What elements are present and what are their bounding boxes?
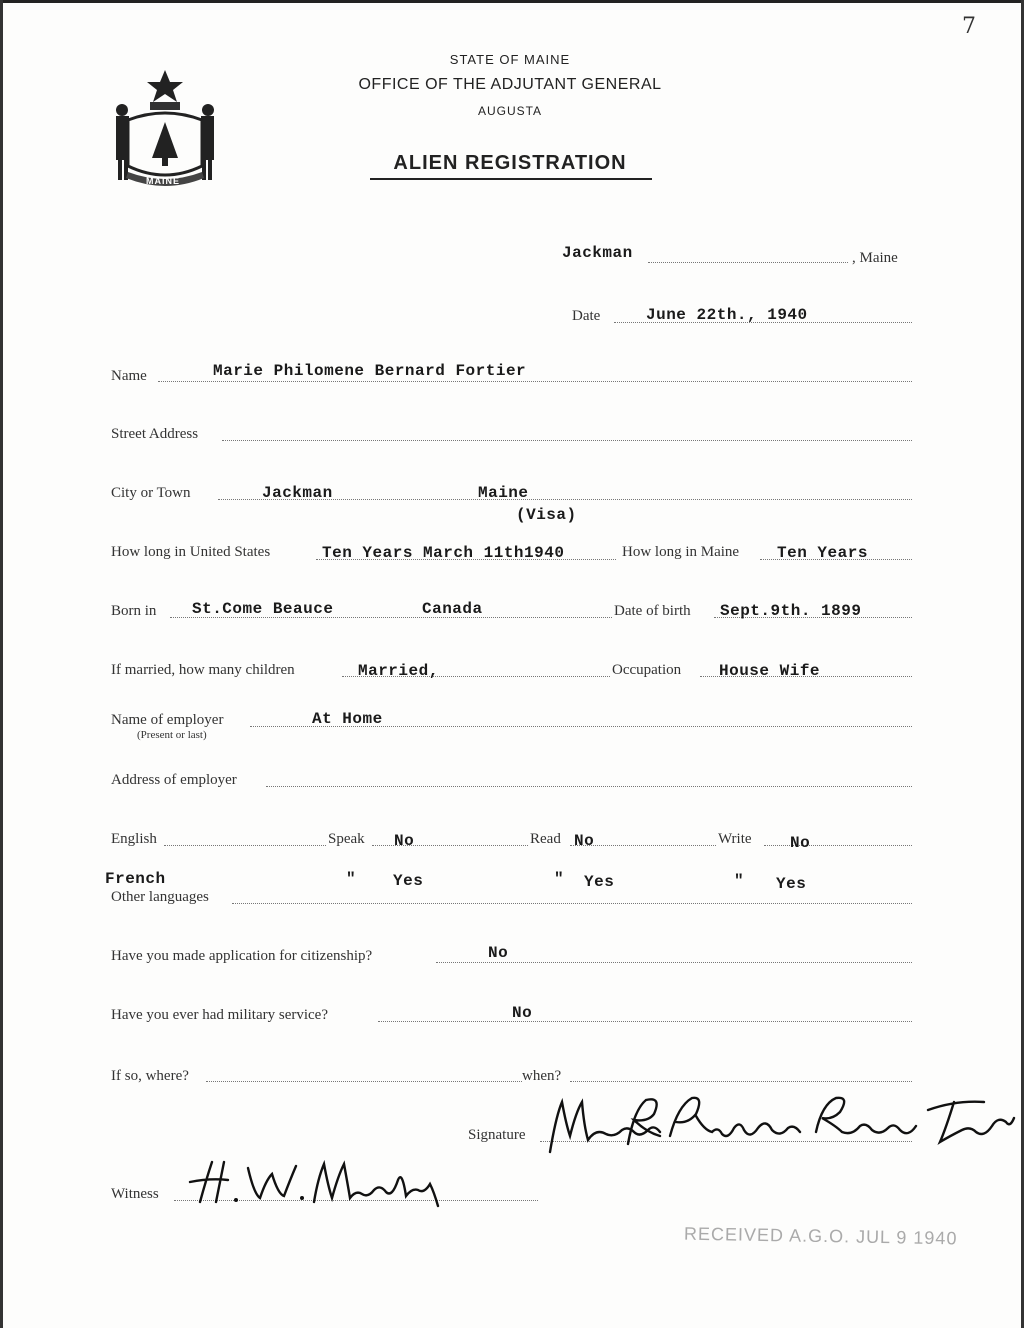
citizenship-label: Have you made application for citizenship? xyxy=(111,948,373,964)
scan-edge-left xyxy=(0,0,3,1328)
when-label: when? xyxy=(522,1068,562,1084)
name-value: Marie Philomene Bernard Fortier xyxy=(213,362,527,380)
employer-name-label: Name of employer xyxy=(111,712,224,728)
name-label: Name xyxy=(111,368,147,384)
occupation-value: House Wife xyxy=(719,662,821,680)
children-label: If married, how many children xyxy=(111,662,295,678)
street-address-label: Street Address xyxy=(111,426,199,442)
witness-label: Witness xyxy=(111,1186,159,1202)
other-speak-value: Yes xyxy=(393,872,424,890)
scan-edge-top xyxy=(0,0,1024,3)
english-read-value: No xyxy=(574,832,595,850)
when-line xyxy=(570,1081,912,1082)
signature-label: Signature xyxy=(468,1127,526,1143)
place-value: Jackman xyxy=(562,244,633,262)
witness-handwriting xyxy=(180,1150,460,1210)
english-write-value: No xyxy=(790,834,811,852)
english-speak-value: No xyxy=(394,832,415,850)
street-address-line xyxy=(222,440,912,441)
other-write-value: Yes xyxy=(776,875,807,893)
received-stamp: RECEIVED A.G.O. JUL 9 1940 xyxy=(683,1223,958,1249)
employer-address-label: Address of employer xyxy=(111,772,237,788)
citizenship-value: No xyxy=(488,944,509,962)
other-read-value: Yes xyxy=(584,873,615,891)
visa-note: (Visa) xyxy=(516,506,577,524)
title-underline xyxy=(370,178,652,180)
english-line xyxy=(164,845,326,846)
header-state: STATE OF MAINE xyxy=(449,52,571,67)
signature-handwriting xyxy=(536,1086,1018,1158)
employer-name-value: At Home xyxy=(312,710,383,728)
read-label: Read xyxy=(530,831,561,847)
how-long-us-label: How long in United States xyxy=(111,544,271,560)
other-language-value: French xyxy=(105,870,166,888)
born-in-country: Canada xyxy=(422,600,483,618)
name-line xyxy=(158,381,912,382)
ditto-read: " xyxy=(554,870,565,888)
witness-value xyxy=(200,1200,205,1201)
military-value: No xyxy=(512,1004,533,1022)
other-languages-line xyxy=(232,903,912,904)
military-label: Have you ever had military service? xyxy=(111,1007,328,1023)
ditto-speak: " xyxy=(346,870,357,888)
seal-text: MAINE xyxy=(146,176,180,186)
write-label: Write xyxy=(718,831,752,847)
state-of-maine-seal-icon xyxy=(110,66,220,194)
place-suffix: , Maine xyxy=(852,250,898,266)
english-label: English xyxy=(111,831,157,847)
other-languages-label: Other languages xyxy=(111,889,209,905)
how-long-maine-label: How long in Maine xyxy=(622,544,740,560)
page-mark: 7 xyxy=(962,14,976,39)
military-line xyxy=(378,1021,912,1022)
employer-name-sublabel: (Present or last) xyxy=(137,729,207,741)
children-value: Married, xyxy=(358,662,439,680)
speak-label: Speak xyxy=(328,831,365,847)
how-long-us-value: Ten Years March 11th1940 xyxy=(322,544,565,562)
occupation-label: Occupation xyxy=(612,662,682,678)
how-long-maine-value: Ten Years xyxy=(777,544,868,562)
employer-address-line xyxy=(266,786,912,787)
where-line xyxy=(206,1081,522,1082)
date-value: June 22th., 1940 xyxy=(646,306,808,324)
city-label: City or Town xyxy=(111,485,191,501)
if-so-where-label: If so, where? xyxy=(111,1068,189,1084)
city-value: Jackman xyxy=(262,484,333,502)
write-line xyxy=(764,845,912,846)
born-in-label: Born in xyxy=(111,603,157,619)
date-of-birth-label: Date of birth xyxy=(614,603,691,619)
state-value: Maine xyxy=(478,484,529,502)
date-label: Date xyxy=(572,308,601,324)
header-office: OFFICE OF THE ADJUTANT GENERAL xyxy=(358,76,662,93)
signature-value xyxy=(560,1140,574,1141)
form-title: ALIEN REGISTRATION xyxy=(393,152,627,174)
citizenship-line xyxy=(436,962,912,963)
born-in-place: St.Come Beauce xyxy=(192,600,334,618)
date-of-birth-value: Sept.9th. 1899 xyxy=(720,602,862,620)
ditto-write: " xyxy=(734,872,745,890)
place-line xyxy=(648,262,848,263)
header-city: AUGUSTA xyxy=(477,104,543,118)
